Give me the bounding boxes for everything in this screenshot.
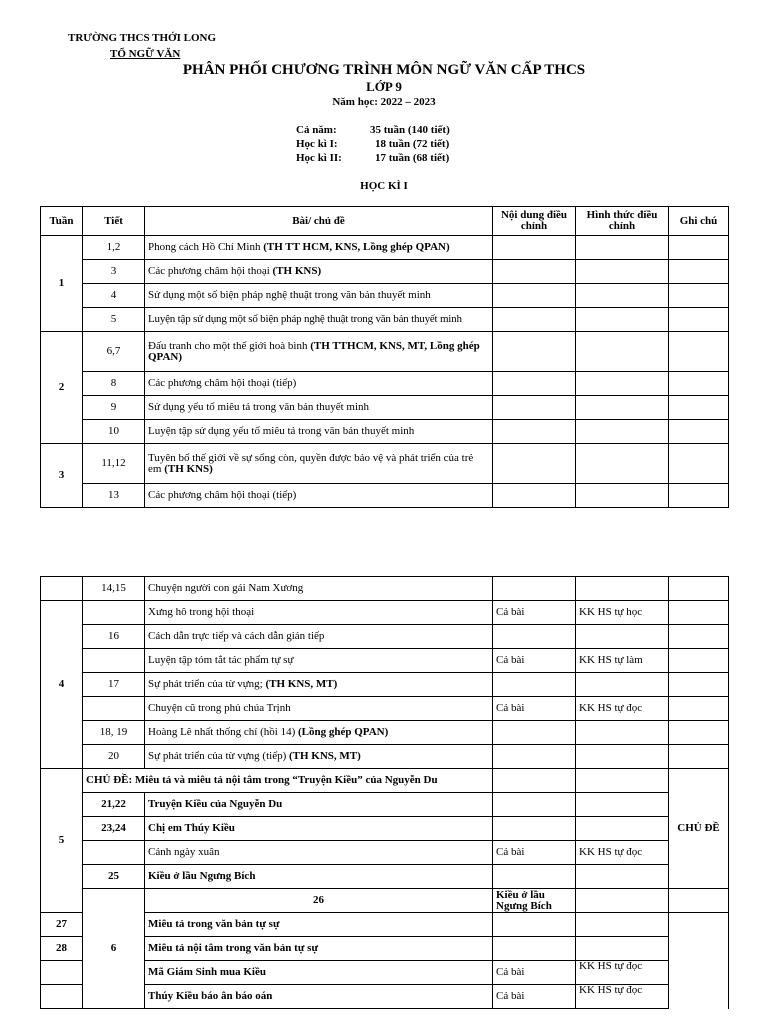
lesson-cell xyxy=(145,396,493,420)
table-row xyxy=(41,601,729,625)
lesson-tag: (TH KNS) xyxy=(272,265,322,277)
content-adjust-cell: Cả bài xyxy=(493,601,576,625)
form-adjust-cell xyxy=(576,673,669,697)
lesson-cell xyxy=(145,284,493,308)
lesson-cell xyxy=(145,721,493,745)
curriculum-table-1 xyxy=(40,206,729,508)
lesson-text: Sử dụng một số biện pháp nghệ thuật trong văn bản thuyết minh xyxy=(148,289,431,301)
lesson-text: Cách dẫn trực tiếp và cách dẫn gián tiếp xyxy=(148,630,325,642)
table-row xyxy=(41,817,729,841)
lesson-text: Sự phát triển của từ vựng; xyxy=(148,678,266,690)
lesson-cell xyxy=(145,673,493,697)
lesson-text: Chuyện người con gái Nam Xương xyxy=(148,582,304,594)
content-adjust-cell xyxy=(576,889,669,913)
form-adjust-cell xyxy=(576,625,669,649)
topic-heading-cell xyxy=(83,769,493,793)
content-adjust-cell: Cả bài xyxy=(493,961,576,985)
lesson-text: Chuyện cũ trong phủ chúa Trịnh xyxy=(148,702,291,714)
week-cell: 4 xyxy=(41,601,83,769)
curriculum-table-2 xyxy=(40,576,729,1009)
form-adjust-cell: KK HS tự đọc xyxy=(576,841,669,865)
period-cell: 20 xyxy=(83,745,145,769)
content-adjust-cell xyxy=(493,817,576,841)
table-row xyxy=(41,937,729,961)
table-row xyxy=(41,865,729,889)
period-cell: 28 xyxy=(41,937,83,961)
lesson-cell xyxy=(145,985,493,1009)
lesson-tag: Thúy Kiều báo ân báo oán xyxy=(148,990,273,1002)
grade-title: LỚP 9 xyxy=(366,79,402,94)
content-adjust-cell xyxy=(493,913,576,937)
table-row xyxy=(41,841,729,865)
week-cell: 5 xyxy=(41,769,83,913)
lesson-tag: Truyện Kiều của Nguyễn Du xyxy=(148,798,283,810)
col-form-adjust-header: Hình thức điều chỉnh xyxy=(576,207,669,236)
period-cell: 14,15 xyxy=(83,577,145,601)
table-row xyxy=(41,484,729,508)
period-cell: 26 xyxy=(145,889,493,913)
lesson-cell xyxy=(145,420,493,444)
period-cell: 25 xyxy=(83,865,145,889)
table-row xyxy=(41,721,729,745)
content-adjust-cell xyxy=(493,865,576,889)
period-cell xyxy=(41,985,83,1009)
period-cell: 21,22 xyxy=(83,793,145,817)
document-title: PHÂN PHỐI CHƯƠNG TRÌNH MÔN NGỮ VĂN CẤP THCS xyxy=(182,62,586,78)
lesson-text: Sự phát triển của từ vựng (tiếp) xyxy=(148,750,289,762)
form-adjust-cell xyxy=(576,745,669,769)
table-row xyxy=(41,396,729,420)
lesson-text: Các phương châm hội thoại (tiếp) xyxy=(148,489,297,501)
lesson-text: Sử dụng yếu tố miêu tả trong văn bản thuyết minh xyxy=(148,401,370,413)
lesson-cell xyxy=(145,745,493,769)
form-adjust-cell: KK HS tự đọc xyxy=(576,985,669,1009)
table-row xyxy=(41,649,729,673)
lesson-cell xyxy=(145,961,493,985)
col-content-adjust-header: Nội dung điều chỉnh xyxy=(493,207,576,236)
lesson-cell xyxy=(145,913,493,937)
table-row xyxy=(41,697,729,721)
period-cell xyxy=(83,649,145,673)
lesson-cell xyxy=(145,484,493,508)
form-adjust-cell xyxy=(576,793,669,817)
lesson-text: Phong cách Hồ Chí Minh xyxy=(148,241,264,253)
lesson-text: Xưng hô trong hội thoại xyxy=(148,606,255,618)
week-cell xyxy=(41,577,83,601)
period-cell: 16 xyxy=(83,625,145,649)
summary-label-sem2: Học kì II: xyxy=(296,152,342,164)
lesson-tag: Kiều ở lầu Ngưng Bích xyxy=(496,888,552,912)
table-row xyxy=(41,985,729,1009)
form-adjust-cell: KK HS tự đọc xyxy=(576,697,669,721)
form-adjust-cell: KK HS tự đọc xyxy=(576,961,669,985)
table-row xyxy=(41,420,729,444)
lesson-text: Luyện tập sử dụng một số biện pháp nghệ thuật trong văn bản thuyết minh xyxy=(148,313,462,325)
content-adjust-cell xyxy=(493,745,576,769)
period-cell xyxy=(83,841,145,865)
content-adjust-cell: Cả bài xyxy=(493,649,576,673)
summary-label-year: Cả năm: xyxy=(296,124,337,136)
lesson-tag: Mã Giám Sinh mua Kiều xyxy=(148,966,266,978)
period-cell: 17 xyxy=(83,673,145,697)
period-cell: 9 xyxy=(83,396,145,420)
table-row xyxy=(41,745,729,769)
content-adjust-cell xyxy=(493,625,576,649)
period-cell: 6,7 xyxy=(83,332,145,372)
form-adjust-cell xyxy=(576,577,669,601)
period-cell: 3 xyxy=(83,260,145,284)
col-lesson-header: Bài/ chủ đề xyxy=(145,207,493,236)
content-adjust-cell xyxy=(493,673,576,697)
table-row xyxy=(41,793,729,817)
lesson-tag: Miêu tả nội tâm trong văn bản tự sự xyxy=(148,942,319,954)
lesson-cell xyxy=(145,841,493,865)
form-adjust-cell xyxy=(576,865,669,889)
lesson-cell xyxy=(493,889,576,913)
summary-value-sem2: 17 tuần (68 tiết) xyxy=(375,152,450,164)
summary-value-year: 35 tuần (140 tiết) xyxy=(370,124,450,136)
table-header-row xyxy=(41,207,729,236)
lesson-tag: (TH KNS) xyxy=(164,462,213,475)
table-row xyxy=(41,673,729,697)
table-row xyxy=(41,577,729,601)
lesson-cell xyxy=(145,625,493,649)
week-cell: 1 xyxy=(41,236,83,332)
lesson-cell xyxy=(145,372,493,396)
topic-note-cell: CHỦ ĐỀ xyxy=(669,769,729,889)
lesson-cell xyxy=(145,817,493,841)
lesson-tag: (TH KNS, MT) xyxy=(289,750,361,762)
form-adjust-cell xyxy=(669,889,729,913)
period-cell xyxy=(83,601,145,625)
lesson-cell xyxy=(145,577,493,601)
col-note-header: Ghi chú xyxy=(669,207,729,236)
topic-heading-text: Miêu tả và miêu tả nội tâm trong “Truyện Kiều” của Nguyễn Du xyxy=(134,774,438,786)
school-year: Năm học: 2022 – 2023 xyxy=(332,96,436,108)
lesson-cell xyxy=(145,444,493,484)
form-adjust-cell xyxy=(576,937,669,961)
period-cell: 8 xyxy=(83,372,145,396)
lesson-tag: (TH TTHCM, KNS, MT, Lồng ghép QPAN) xyxy=(148,339,480,363)
content-adjust-cell xyxy=(493,721,576,745)
period-cell: 18, 19 xyxy=(83,721,145,745)
table-row xyxy=(41,260,729,284)
topic-heading-row xyxy=(41,769,729,793)
form-adjust-cell xyxy=(576,913,669,937)
content-adjust-cell xyxy=(493,937,576,961)
form-adjust-cell xyxy=(576,721,669,745)
lesson-text: Cảnh ngày xuân xyxy=(148,846,220,858)
table-row xyxy=(41,236,729,260)
content-adjust-cell: Cả bài xyxy=(493,841,576,865)
table-row xyxy=(41,961,729,985)
week-cell: 3 xyxy=(41,444,83,508)
period-cell: 11,12 xyxy=(83,444,145,484)
lesson-cell xyxy=(145,865,493,889)
lesson-cell xyxy=(145,308,493,332)
table-row xyxy=(41,625,729,649)
period-cell: 5 xyxy=(83,308,145,332)
topic-heading-label: CHỦ ĐỀ: xyxy=(86,774,135,786)
summary-value-sem1: 18 tuần (72 tiết) xyxy=(375,138,450,150)
lesson-text: Tuyên bố thế giới về sự sống còn, quyền được bảo vệ và phát triển của trẻ em xyxy=(148,451,474,475)
lesson-text: Các phương châm hội thoại (tiếp) xyxy=(148,377,297,389)
content-adjust-cell xyxy=(493,577,576,601)
table-row xyxy=(41,889,729,913)
lesson-text: Luyện tập tóm tắt tác phẩm tự sự xyxy=(148,654,294,666)
lesson-cell xyxy=(145,260,493,284)
lesson-cell xyxy=(145,937,493,961)
table-row xyxy=(41,913,729,937)
table-row xyxy=(41,444,729,484)
lesson-text: Luyện tập sử dụng yếu tố miêu tả trong văn bản thuyết minh xyxy=(148,425,415,437)
period-cell: 27 xyxy=(41,913,83,937)
lesson-text: Hoàng Lê nhất thống chí (hồi 14) xyxy=(148,726,298,738)
table-row xyxy=(41,372,729,396)
lesson-cell xyxy=(145,649,493,673)
lesson-tag: (TH KNS, MT) xyxy=(265,678,338,690)
lesson-text: Đấu tranh cho một thế giới hoà bình xyxy=(148,339,311,352)
lesson-cell xyxy=(145,697,493,721)
lesson-tag: Chị em Thúy Kiều xyxy=(148,822,235,834)
lesson-tag: Kiều ở lầu Ngưng Bích xyxy=(148,870,256,882)
period-cell: 1,2 xyxy=(83,236,145,260)
lesson-tag: Miêu tả trong văn bản tự sự xyxy=(148,918,280,930)
content-adjust-cell: Cả bài xyxy=(493,985,576,1009)
col-period-header: Tiết xyxy=(83,207,145,236)
content-adjust-cell: Cả bài xyxy=(493,697,576,721)
lesson-cell xyxy=(145,236,493,260)
lesson-tag: (TH TT HCM, KNS, Lồng ghép QPAN) xyxy=(263,241,450,253)
lesson-cell xyxy=(145,601,493,625)
table-row xyxy=(41,308,729,332)
lesson-text: Các phương châm hội thoại xyxy=(148,265,273,277)
week-cell: 6 xyxy=(83,889,145,1009)
period-cell: 4 xyxy=(83,284,145,308)
lesson-cell xyxy=(145,332,493,372)
period-cell xyxy=(41,961,83,985)
lesson-cell xyxy=(145,793,493,817)
week-cell: 2 xyxy=(41,332,83,444)
school-name: TRƯỜNG THCS THỚI LONG xyxy=(68,32,217,44)
form-adjust-cell xyxy=(576,817,669,841)
period-cell: 10 xyxy=(83,420,145,444)
semester-heading: HỌC KÌ I xyxy=(360,180,408,192)
period-cell xyxy=(83,697,145,721)
content-adjust-cell xyxy=(493,793,576,817)
col-week-header: Tuần xyxy=(41,207,83,236)
table-row xyxy=(41,284,729,308)
department-name: TỔ NGỮ VĂN xyxy=(110,48,181,60)
period-cell: 23,24 xyxy=(83,817,145,841)
form-adjust-cell: KK HS tự học xyxy=(576,601,669,625)
form-adjust-cell: KK HS tự làm xyxy=(576,649,669,673)
table-row xyxy=(41,332,729,372)
summary-label-sem1: Học kì I: xyxy=(296,138,338,150)
period-cell: 13 xyxy=(83,484,145,508)
lesson-tag: (Lồng ghép QPAN) xyxy=(298,726,389,738)
